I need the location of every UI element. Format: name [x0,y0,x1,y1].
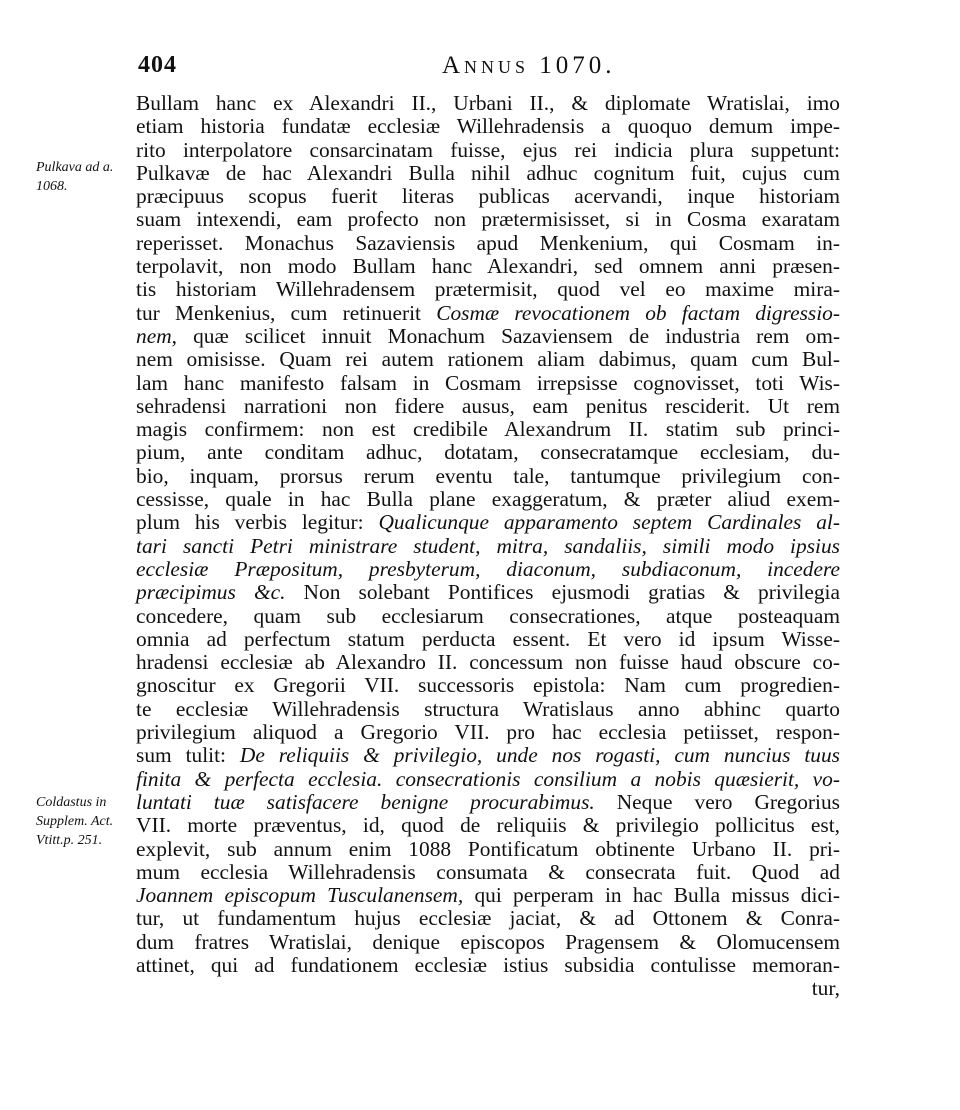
text-segment: rito interpolatore consarcinatam fuisse, ejus rei indicia plura suppetunt: [136,137,840,162]
text-segment: lam hanc manifesto falsam in Cosmam irrepsisse cognovisset, toti Wis- [136,370,840,395]
text-line [136,977,840,1000]
text-segment: suam intexendi, eam profecto non prætermisisset, si in Cosma exaratam [136,207,840,232]
text-segment: tur Menkenius, cum retinuerit [136,300,437,325]
text-segment: mum ecclesia Willehradensis consumata & consecrata fuit. Quod ad [136,859,840,884]
text-segment: Bullam hanc ex Alexandri II., Urbani II., & diplomate Wratislai, imo [136,91,840,115]
text-segment: cessisse, quale in hac Bulla plane exaggeratum, & præter aliud exem- [136,487,840,512]
text-line [136,115,840,138]
text-segment: terpolavit, non modo Bullam hanc Alexandri, sed omnem anni præsen- [136,254,840,279]
text-line [136,92,840,115]
text-segment: privilegium aliquod a Gregorio VII. pro hac ecclesia petiisset, respon- [136,720,840,745]
text-line [136,674,840,697]
text-line [136,372,840,395]
text-line [136,302,840,325]
text-segment: VII. morte præventus, id, quod de reliquiis & privilegio pollicitus est, [136,813,840,838]
text-line [136,232,840,255]
text-line [136,814,840,837]
text-segment: pium, ante conditam adhuc, dotatam, consecratamque ecclesiam, du- [136,440,840,465]
text-segment: concedere, quam sub ecclesiarum consecrationes, atque posteaquam [136,603,840,628]
text-line [136,465,840,488]
text-line [136,441,840,464]
italic-quote-segment: Joannem episcopum Tusculanensem, [136,883,464,908]
page-header [0,52,960,92]
text-segment: etiam historia fundatæ ecclesiæ Willehradensis a quoquo demum impe- [136,114,840,139]
text-segment: gnoscitur ex Gregorii VII. successoris epistola: Nam cum progredien- [136,673,840,698]
margin-note-line: Pulkava ad a. [36,160,114,175]
text-line [136,185,840,208]
text-segment: Non solebant Pontifices ejusmodi gratias & privilegia [285,580,840,605]
text-line [136,954,840,977]
text-segment: te ecclesiæ Willehradensis structura Wratislaus anno abhinc quarto [136,696,840,721]
page-number: 404 [138,52,177,78]
text-segment: omnia ad perfectum statum perducta essent. Et vero id ipsum Wisse- [136,626,840,651]
margin-note-line: Coldastus in [36,795,107,810]
text-segment: bio, inquam, prorsus rerum eventu tale, tantumque privilegium con- [136,463,840,488]
text-line [136,581,840,604]
body-text [136,92,840,1001]
text-segment: præcipuus scopus fuerit literas publicas acervandi, inque historiam [136,184,840,209]
text-line [136,838,840,861]
text-line [136,721,840,744]
text-line [136,535,840,558]
text-line [136,395,840,418]
text-segment: qui perperam in hac Bulla missus dici- [463,883,840,908]
text-line [136,348,840,371]
margin-note-pulkava [36,158,113,196]
italic-quote-segment: Qualicunque apparamento septem Cardinales al- [378,510,840,535]
italic-quote-segment: tari sancti Petri ministrare student, mitra, sandaliis, simili modo ipsius [136,533,840,558]
text-line [136,558,840,581]
text-segment: nem omisisse. Quam rei autem rationem aliam dabimus, quam cum Bul- [136,347,840,372]
text-line [136,488,840,511]
text-line [136,744,840,767]
text-line [136,791,840,814]
text-line [136,861,840,884]
italic-quote-segment: præcipimus &c. [136,580,286,605]
italic-quote-segment: De reliquiis & privilegio, unde nos rogasti, cum nuncius tuus [239,743,840,768]
text-line [136,208,840,231]
running-head: Annus 1070. [442,52,616,79]
text-line [136,139,840,162]
text-line [136,162,840,185]
italic-quote-segment: luntati tuæ satisfacere benigne procurabimus. [136,789,595,814]
text-line [136,884,840,907]
text-line [136,907,840,930]
text-segment: sehradensi narrationi non fidere ausus, eam penitus resciderit. Ut rem [136,393,840,418]
text-segment: magis confirmem: non est credibile Alexandrum II. statim sub princi- [136,417,840,442]
text-line [136,605,840,628]
text-segment: reperisset. Monachus Sazaviensis apud Menkenium, qui Cosmam in- [136,230,840,255]
text-segment: Pulkavæ de hac Alexandri Bulla nihil adhuc cognitum fuit, cujus cum [136,160,840,185]
text-segment: plum his verbis legitur: [136,510,379,535]
text-line [136,698,840,721]
text-segment: attinet, qui ad fundationem ecclesiæ istius subsidia contulisse memoran- [136,952,840,977]
text-line [136,511,840,534]
italic-quote-segment: ecclesiæ Præpositum, presbyterum, diaconum, subdiaconum, incedere [136,556,840,581]
margin-note-coldastus [36,793,113,850]
text-segment: dum fratres Wratislai, denique episcopos Pragensem & Olomucensem [136,929,840,954]
text-segment: tur, ut fundamentum hujus ecclesiæ jaciat, & ad Ottonem & Conra- [136,906,840,931]
italic-quote-segment: finita & perfecta ecclesia. consecrationis consilium a nobis quæsierit, vo- [136,766,840,791]
text-line [136,418,840,441]
margin-note-line: Vtitt.p. 251. [36,833,103,848]
text-segment: hradensi ecclesiæ ab Alexandro II. concessum non fuisse haud obscure co- [136,650,840,675]
text-line [136,278,840,301]
text-line [136,325,840,348]
text-segment: tur, [811,976,840,1001]
text-line [136,255,840,278]
text-line [136,651,840,674]
margin-note-line: Supplem. Act. [36,814,114,829]
text-segment: Neque vero Gregorius [594,789,840,814]
text-line [136,768,840,791]
text-segment: , quæ scilicet innuit Monachum Sazaviensem de industria rem om- [171,323,840,348]
italic-quote-segment: nem [136,323,172,348]
text-segment: tis historiam Willehradensem prætermisit, quod vel eo maxime mira- [136,277,840,302]
margin-note-line: 1068. [36,179,68,194]
text-line [136,628,840,651]
text-line [136,931,840,954]
text-segment: sum tulit: [136,743,240,768]
italic-quote-segment: Cosmæ revocationem ob factam digressio- [436,300,840,325]
text-segment: explevit, sub annum enim 1088 Pontificatum obtinente Urbano II. pri- [136,836,840,861]
